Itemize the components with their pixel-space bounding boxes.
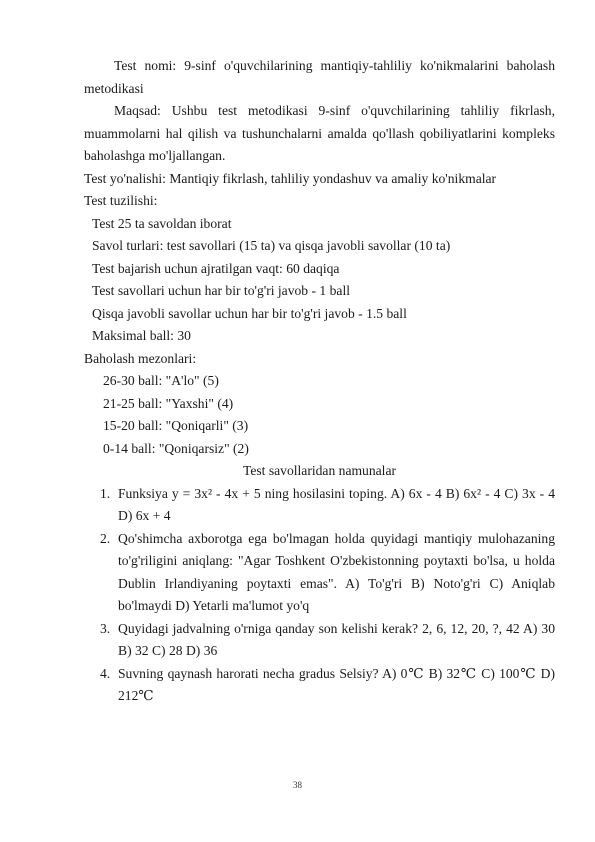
question-text: Quyidagi jadvalning o'rniga qanday son kelishi kerak? 2, 6, 12, 20, ?, 42 A) 30 B) 32 C) 28 D) 36 xyxy=(118,620,555,658)
question-number: 2. xyxy=(100,530,111,546)
criteria-item: 15-20 ball: "Qoniqarli" (3) xyxy=(103,418,249,433)
criteria-item: 21-25 ball: "Yaxshi" (4) xyxy=(103,395,234,411)
structure-item: Test savollari uchun har bir to'g'ri javob - 1 ball xyxy=(92,283,351,298)
question-number: 3. xyxy=(100,620,111,636)
sample-question xyxy=(84,663,555,708)
structure-heading: Test tuzilishi: xyxy=(84,193,158,208)
question-number: 4. xyxy=(100,665,111,681)
document-body xyxy=(84,55,555,708)
sample-question xyxy=(84,528,555,618)
criteria-heading: Baholash mezonlari: xyxy=(84,350,197,366)
criteria-item: 0-14 ball: "Qoniqarsiz" (2) xyxy=(103,440,249,456)
criteria-list xyxy=(84,370,555,460)
page-number: 38 xyxy=(293,780,302,790)
structure-item: Maksimal ball: 30 xyxy=(92,328,191,343)
goal-paragraph: Maqsad: Ushbu test metodikasi 9-sinf o'quvchilarining tahliliy fikrlash, muammolarni hal qilish va tushunchalarni amalda qo'llash qobiliyatlarini kompleks baholashga mo'ljallangan. xyxy=(84,103,555,163)
structure-item: Qisqa javobli savollar uchun har bir to'g'ri javob - 1.5 ball xyxy=(92,305,407,321)
question-text: Funksiya y = 3x² - 4x + 5 ning hosilasini toping. A) 6x - 4 B) 6x² - 4 C) 3x - 4 D) 6x + 4 xyxy=(118,485,555,523)
structure-item: Test bajarish uchun ajratilgan vaqt: 60 daqiqa xyxy=(92,260,340,276)
test-title-paragraph: Test nomi: 9-sinf o'quvchilarining mantiqiy-tahliliy ko'nikmalarini baholash metodikasi xyxy=(84,58,555,96)
question-text: Qo'shimcha axborotga ega bo'lmagan holda quyidagi mantiqiy mulohazaning to'g'riligini aniqlang: "Agar Toshkent O'zbekistonning poytaxti bo'lsa, u holda Dublin Irlandiyaning poytaxti emas". A) To'g'ri B) Noto'g'ri C) Aniqlab bo'lmaydi D) Yetarli ma'lumot yo'q xyxy=(118,530,555,613)
structure-list xyxy=(84,213,555,348)
criteria-item: 26-30 ball: "A'lo" (5) xyxy=(103,373,219,388)
direction-line: Test yo'nalishi: Mantiqiy fikrlash, tahliliy yondashuv va amaliy ko'nikmalar xyxy=(84,170,497,186)
sample-question xyxy=(84,483,555,528)
sample-question xyxy=(84,618,555,663)
samples-list xyxy=(84,483,555,708)
structure-item: Savol turlari: test savollari (15 ta) va qisqa javobli savollar (10 ta) xyxy=(92,238,451,253)
question-number: 1. xyxy=(100,485,111,501)
question-text: Suvning qaynash harorati necha gradus Selsiy? A) 0℃ B) 32℃ C) 100℃ D) 212℃ xyxy=(118,665,555,703)
structure-item: Test 25 ta savoldan iborat xyxy=(92,215,232,231)
samples-heading: Test savollaridan namunalar xyxy=(242,463,397,478)
